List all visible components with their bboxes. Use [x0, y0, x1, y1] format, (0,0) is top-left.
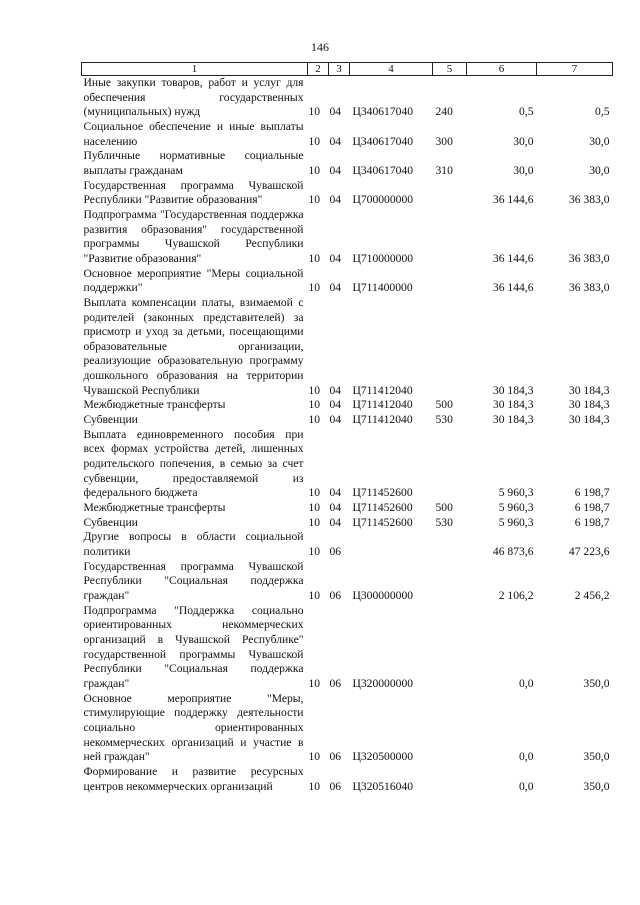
row-name: Другие вопросы в области социальной политики [83, 530, 304, 558]
row-section: 10 [308, 163, 321, 177]
table-row [82, 120, 613, 149]
row-target-article: Ц711400000 [352, 281, 413, 295]
row-section: 10 [308, 486, 321, 500]
column-header-target-article: 4 [350, 63, 433, 76]
row-amount-year-1: 30,0 [513, 163, 534, 177]
table-row [82, 765, 613, 794]
row-section: 10 [308, 134, 321, 148]
row-name: Выплата компенсации платы, взимаемой с родителей (законных представителей) за присмотр и уход за детьми, посещающими образовательные организации, реализующие образовательную программу дошкольного образования на территории Чувашской Республики [83, 295, 304, 397]
row-amount-year-2: 30 184,3 [568, 413, 610, 427]
row-subsection: 04 [329, 105, 342, 119]
row-section: 10 [308, 105, 321, 119]
row-expense-type [433, 179, 467, 208]
row-section: 10 [308, 588, 321, 602]
row-amount-year-2: 47 223,6 [568, 545, 610, 558]
table-row [82, 398, 613, 413]
row-amount-year-2: 6 198,7 [574, 486, 610, 500]
row-subsection: 04 [329, 383, 342, 397]
row-expense-type [433, 692, 467, 765]
row-expense-type [433, 296, 467, 399]
row-amount-year-1: 36 144,6 [492, 251, 534, 265]
row-amount-year-1: 5 960,3 [498, 515, 534, 529]
row-target-article: Ц340617040 [352, 134, 414, 148]
row-amount-year-2: 6 198,7 [574, 515, 610, 529]
table-header-row [82, 63, 613, 76]
row-target-article: Ц320000000 [352, 676, 414, 690]
row-target-article: Ц711452600 [352, 486, 413, 500]
page-number: 146 [311, 40, 329, 54]
row-target-article: Ц711412040 [352, 413, 413, 427]
row-section: 10 [308, 193, 321, 207]
row-name: Государственная программа Чувашской Республики "Развитие образования" [83, 178, 304, 207]
row-amount-year-1: 36 144,6 [492, 193, 534, 207]
table-row [82, 560, 613, 604]
row-amount-year-2: 30,0 [589, 163, 610, 177]
row-amount-year-2: 350,0 [583, 750, 610, 764]
row-name: Формирование и развитие ресурсных центров некоммерческих организаций [83, 764, 304, 793]
column-header-section: 2 [308, 63, 329, 76]
table-row [82, 413, 613, 428]
row-section: 10 [308, 251, 321, 265]
row-section: 10 [308, 398, 321, 412]
row-expense-type [433, 208, 467, 267]
row-target-article: Ц711452600 [352, 515, 413, 529]
row-expense-type [433, 765, 467, 794]
row-name: Государственная программа Чувашской Республики "Социальная поддержка граждан" [83, 559, 304, 602]
row-name: Публичные нормативные социальные выплаты гражданам [83, 149, 304, 177]
row-section: 10 [308, 779, 321, 793]
row-amount-year-2: 36 383,0 [568, 193, 610, 207]
row-amount-year-2: 36 383,0 [568, 281, 610, 295]
row-amount-year-1: 5 960,3 [498, 501, 534, 515]
row-name: Подпрограмма "Государственная поддержка развития образования" государственной программы Чувашской Республики "Развитие образования" [83, 207, 304, 265]
row-amount-year-2: 0,5 [595, 105, 610, 119]
table-row [82, 208, 613, 267]
table-row [82, 149, 613, 178]
row-target-article: Ц711412040 [352, 383, 413, 397]
row-amount-year-1: 0,0 [519, 676, 534, 690]
row-expense-type: 300 [435, 134, 453, 148]
row-name: Межбюджетные трансферты [83, 501, 226, 515]
row-expense-type: 310 [435, 163, 453, 177]
row-expense-type: 500 [435, 398, 453, 412]
row-name: Социальное обеспечение и иные выплаты населению [83, 119, 304, 148]
row-expense-type [433, 530, 467, 559]
row-name: Иные закупки товаров, работ и услуг для обеспечения государственных (муниципальных) нужд [83, 76, 304, 119]
row-target-article [350, 530, 433, 559]
row-target-article: Ц340617040 [352, 163, 414, 177]
budget-table [81, 62, 613, 794]
row-subsection: 06 [329, 750, 342, 764]
row-target-article: Ц340617040 [352, 105, 414, 119]
row-section: 10 [308, 501, 321, 515]
row-amount-year-2: 36 383,0 [568, 251, 610, 265]
column-header-subsection: 3 [329, 63, 350, 76]
table-row [82, 76, 613, 120]
row-subsection: 06 [329, 779, 342, 793]
table-row [82, 428, 613, 501]
row-amount-year-1: 0,0 [519, 779, 534, 793]
row-target-article: Ц711452600 [352, 501, 413, 515]
row-amount-year-2: 350,0 [583, 676, 610, 690]
row-name: Основное мероприятие "Меры социальной поддержки" [83, 266, 304, 295]
row-subsection: 04 [329, 413, 342, 427]
row-amount-year-2: 2 456,2 [574, 588, 610, 602]
row-subsection: 04 [329, 515, 342, 529]
row-expense-type [433, 560, 467, 604]
column-header-name: 1 [82, 63, 308, 76]
row-amount-year-1: 30 184,3 [492, 383, 534, 397]
row-amount-year-2: 30 184,3 [568, 383, 610, 397]
row-expense-type: 240 [435, 105, 453, 119]
row-amount-year-1: 30 184,3 [492, 413, 534, 427]
row-subsection: 04 [329, 501, 342, 515]
row-subsection: 04 [329, 398, 342, 412]
row-expense-type: 530 [435, 515, 453, 529]
row-amount-year-1: 5 960,3 [498, 486, 534, 500]
row-amount-year-2: 30,0 [589, 134, 610, 148]
row-amount-year-1: 46 873,6 [492, 545, 534, 558]
table-row [82, 179, 613, 208]
row-amount-year-1: 0,0 [519, 750, 534, 764]
row-target-article: Ц700000000 [352, 193, 414, 207]
row-expense-type: 530 [435, 413, 453, 427]
row-target-article: Ц710000000 [352, 251, 414, 265]
row-subsection: 04 [329, 163, 342, 177]
row-section: 10 [308, 515, 321, 529]
row-amount-year-2: 6 198,7 [574, 501, 610, 515]
row-section: 10 [308, 545, 321, 558]
row-section: 10 [308, 413, 321, 427]
row-section: 10 [308, 750, 321, 764]
table-row [82, 530, 613, 559]
row-name: Основное мероприятие "Меры, стимулирующие поддержку деятельности социально ориентированных некоммерческих организаций и участие в ней граждан" [83, 691, 304, 764]
table-row [82, 267, 613, 296]
row-amount-year-1: 36 144,6 [492, 281, 534, 295]
row-subsection: 04 [329, 251, 342, 265]
column-header-amount-year-1: 6 [467, 63, 537, 76]
table-row [82, 604, 613, 692]
row-amount-year-1: 30,0 [513, 134, 534, 148]
row-expense-type [433, 428, 467, 501]
row-amount-year-1: 0,5 [519, 105, 534, 119]
row-expense-type [433, 267, 467, 296]
row-amount-year-2: 350,0 [583, 779, 610, 793]
row-name: Субвенции [83, 413, 138, 427]
row-subsection: 06 [329, 676, 342, 690]
row-subsection: 04 [329, 193, 342, 207]
row-target-article: Ц711412040 [352, 398, 413, 412]
row-section: 10 [308, 281, 321, 295]
row-subsection: 06 [329, 545, 342, 558]
table-row [82, 501, 613, 516]
row-subsection: 04 [329, 281, 342, 295]
column-header-amount-year-2: 7 [537, 63, 613, 76]
row-target-article: Ц300000000 [352, 588, 414, 602]
row-name: Выплата единовременного пособия при всех формах устройства детей, лишенных родительского попечения, в семью за счет субвенции, предоставляемой из федерального бюджета [83, 427, 304, 500]
row-subsection: 06 [329, 588, 342, 602]
table-row [82, 516, 613, 531]
row-subsection: 04 [329, 486, 342, 500]
row-name: Субвенции [83, 515, 138, 529]
row-target-article: Ц320500000 [352, 750, 414, 764]
table-row [82, 692, 613, 765]
row-section: 10 [308, 383, 321, 397]
row-amount-year-1: 30 184,3 [492, 398, 534, 412]
row-amount-year-1: 2 106,2 [498, 588, 534, 602]
row-target-article: Ц320516040 [352, 779, 414, 793]
table-row [82, 296, 613, 399]
row-subsection: 04 [329, 134, 342, 148]
row-expense-type: 500 [435, 501, 453, 515]
row-name: Подпрограмма "Поддержка социально ориентированных некоммерческих организаций в Чувашской Республике" государственной программы Чувашской Республики "Социальная поддержка граждан" [83, 603, 304, 690]
row-expense-type [433, 604, 467, 692]
row-name: Межбюджетные трансферты [83, 398, 226, 412]
column-header-expense-type: 5 [433, 63, 467, 76]
row-amount-year-2: 30 184,3 [568, 398, 610, 412]
row-section: 10 [308, 676, 321, 690]
